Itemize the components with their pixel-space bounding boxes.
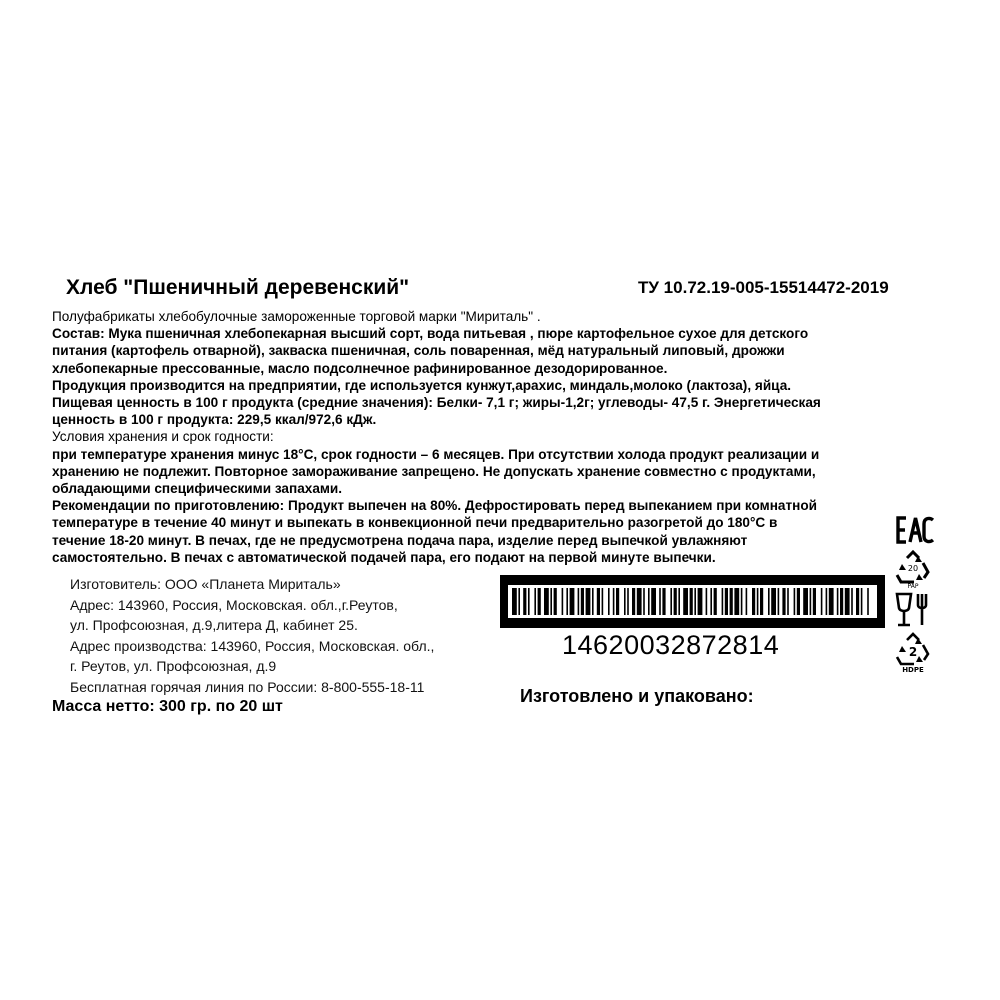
barcode-bar [586,588,591,615]
barcode-bar [554,588,557,615]
barcode-bar [570,588,575,615]
svg-text:HDPE: HDPE [902,666,924,673]
barcode-bar [678,588,680,615]
barcode-bar [782,588,785,615]
desc-line: обладающими специфическими запахами. [52,481,343,497]
product-title: Хлеб "Пшеничный деревенский" [66,276,410,299]
barcode-bar [608,588,610,615]
barcode-bar [597,588,600,615]
barcode-bar [813,588,816,615]
barcode-bar [637,588,642,615]
barcode-bar [662,588,665,615]
recycle-paper-icon [893,549,933,589]
production-address: Адрес производства: 143960, Россия, Московская. обл., [70,637,435,654]
desc-line: Пищевая ценность в 100 г продукта (средние значения): Белки- 7,1 г; жиры-1,2г; углеводы- 47,5 г. Энергетическая [52,395,821,411]
desc-line: температуре в течение 40 минут и выпекать в конвекционной печи предварительно разогретой до 180°С в [52,515,778,531]
desc-line: питания (картофель отварной), закваска пшеничная, соль поваренная, мёд натуральный липовый, дрожжи [52,343,785,359]
desc-line: Полуфабрикаты хлебобулочные замороженные торговой марки "Мириталь" . [52,309,541,324]
barcode-bar [734,588,739,615]
barcode-bar [518,588,520,615]
barcode-bar [562,588,564,615]
barcode-bar [523,588,526,615]
barcode-bar [794,588,796,615]
desc-line: ценность в 100 г продукта: 229,5 ккал/972,6 кДж. [52,412,377,428]
barcode-bar [528,588,530,615]
tech-spec-code: ТУ 10.72.19-005-15514472-2019 [638,278,889,297]
barcode-bar [613,588,615,615]
manufacturer-info [70,574,434,698]
barcode-bar [741,588,743,615]
barcode-bar [856,588,859,615]
barcode-bar [840,588,843,615]
barcode-bar [851,588,853,615]
barcode-bar [624,588,626,615]
barcode-bar [550,588,552,615]
barcode-bar [544,588,549,615]
barcode-bar [674,588,677,615]
barcode-bar [632,588,635,615]
barcode-bar [538,588,541,615]
net-mass: Масса нетто: 300 гр. по 20 шт [52,698,283,715]
barcode-bar [659,588,661,615]
barcode-bar [592,588,594,615]
barcode-bar [725,588,728,615]
desc-line: Продукция производится на предприятии, где используется кунжут,арахис, миндаль,молоко (лактоза), яйца. [52,377,792,393]
barcode-bar [837,588,839,615]
barcode [500,575,885,628]
manufacturer-name: Изготовитель: ООО «Планета Мириталь» [70,576,341,592]
manufacturer-address: Адрес: 143960, Россия, Московская. обл.,г.Реутов, [70,596,398,613]
barcode-bar [810,588,812,615]
barcode-bar [821,588,823,615]
barcode-bar [867,588,869,615]
desc-line: хлебопекарные прессованные, масло подсолнечное рафинированное дезодорированное. [52,360,668,376]
barcode-bar [698,588,703,615]
desc-line: при температуре хранения минус 18°С, срок годности – 6 месяцев. При отсутствии холода продукт реализации и [52,446,820,462]
barcode-bar [602,588,604,615]
barcode-bar [845,588,850,615]
barcode-bar [787,588,789,615]
barcode-bar [683,588,688,615]
barcode-bar [706,588,708,615]
svg-text:2: 2 [908,645,918,659]
barcode-bar [752,588,755,615]
certification-icons [893,515,943,673]
barcode-bar [760,588,763,615]
barcode-bar [797,588,800,615]
made-and-packed-label: Изготовлено и упаковано: [520,686,754,706]
barcode-bar [714,588,717,615]
barcode-bar [534,588,536,615]
desc-line: течение 18-20 минут. В печах, где не предусмотрена подача пара, изделие перед выпечкой увлажняют [52,532,748,548]
barcode-bar [722,588,724,615]
barcode-bar [768,588,770,615]
food-safe-icon [893,591,933,629]
barcode-bar [778,588,780,615]
barcode-bar [643,588,645,615]
barcode-bar [578,588,580,615]
svg-text:20: 20 [907,564,919,573]
barcode-bar [648,588,650,615]
barcode-bar [581,588,584,615]
barcode-bar [803,588,808,615]
barcode-bar [627,588,629,615]
desc-line: Условия хранения и срок годности: [52,429,274,445]
svg-text:PAP: PAP [907,583,919,589]
barcode-bar [566,588,568,615]
recycle-hdpe-icon [893,631,933,673]
manufacturer-address: ул. Профсоюзная, д.9,литера Д, кабинет 25. [70,617,358,634]
barcode-bar [757,588,759,615]
production-address: г. Реутов, ул. Профсоюзная, д.9 [70,658,277,675]
barcode-number: 14620032872814 [562,630,780,660]
barcode-bar [616,588,619,615]
barcode-bar [670,588,672,615]
barcode-bar [826,588,828,615]
desc-line: хранению не подлежит. Повторное замораживание запрещено. Не допускать хранение совместно с продуктами, [52,463,816,479]
barcode-bar [512,588,517,615]
barcode-bar [690,588,693,615]
barcode-bar [710,588,712,615]
desc-line: Рекомендации по приготовлению: Продукт выпечен на 80%. Дефростировать перед выпеканием при комнатной [52,498,818,514]
desc-line: Состав: Мука пшеничная хлебопекарная высший сорт, вода питьевая , пюре картофельное сухое для детского [52,326,809,342]
eac-mark-icon [895,515,935,545]
barcode-bar [829,588,834,615]
barcode-bar [651,588,656,615]
hotline: Бесплатная горячая линия по России: 8-800-555-18-11 [70,678,425,695]
barcode-bar [694,588,696,615]
barcode-bar [861,588,863,615]
barcode-bar [746,588,748,615]
desc-line: самостоятельно. В печах с автоматической подачей пара, его подают на первой минуте выпечки. [52,549,716,565]
barcode-bars [500,575,885,628]
barcode-bar [771,588,776,615]
barcode-bar [730,588,733,615]
product-description [52,308,932,566]
